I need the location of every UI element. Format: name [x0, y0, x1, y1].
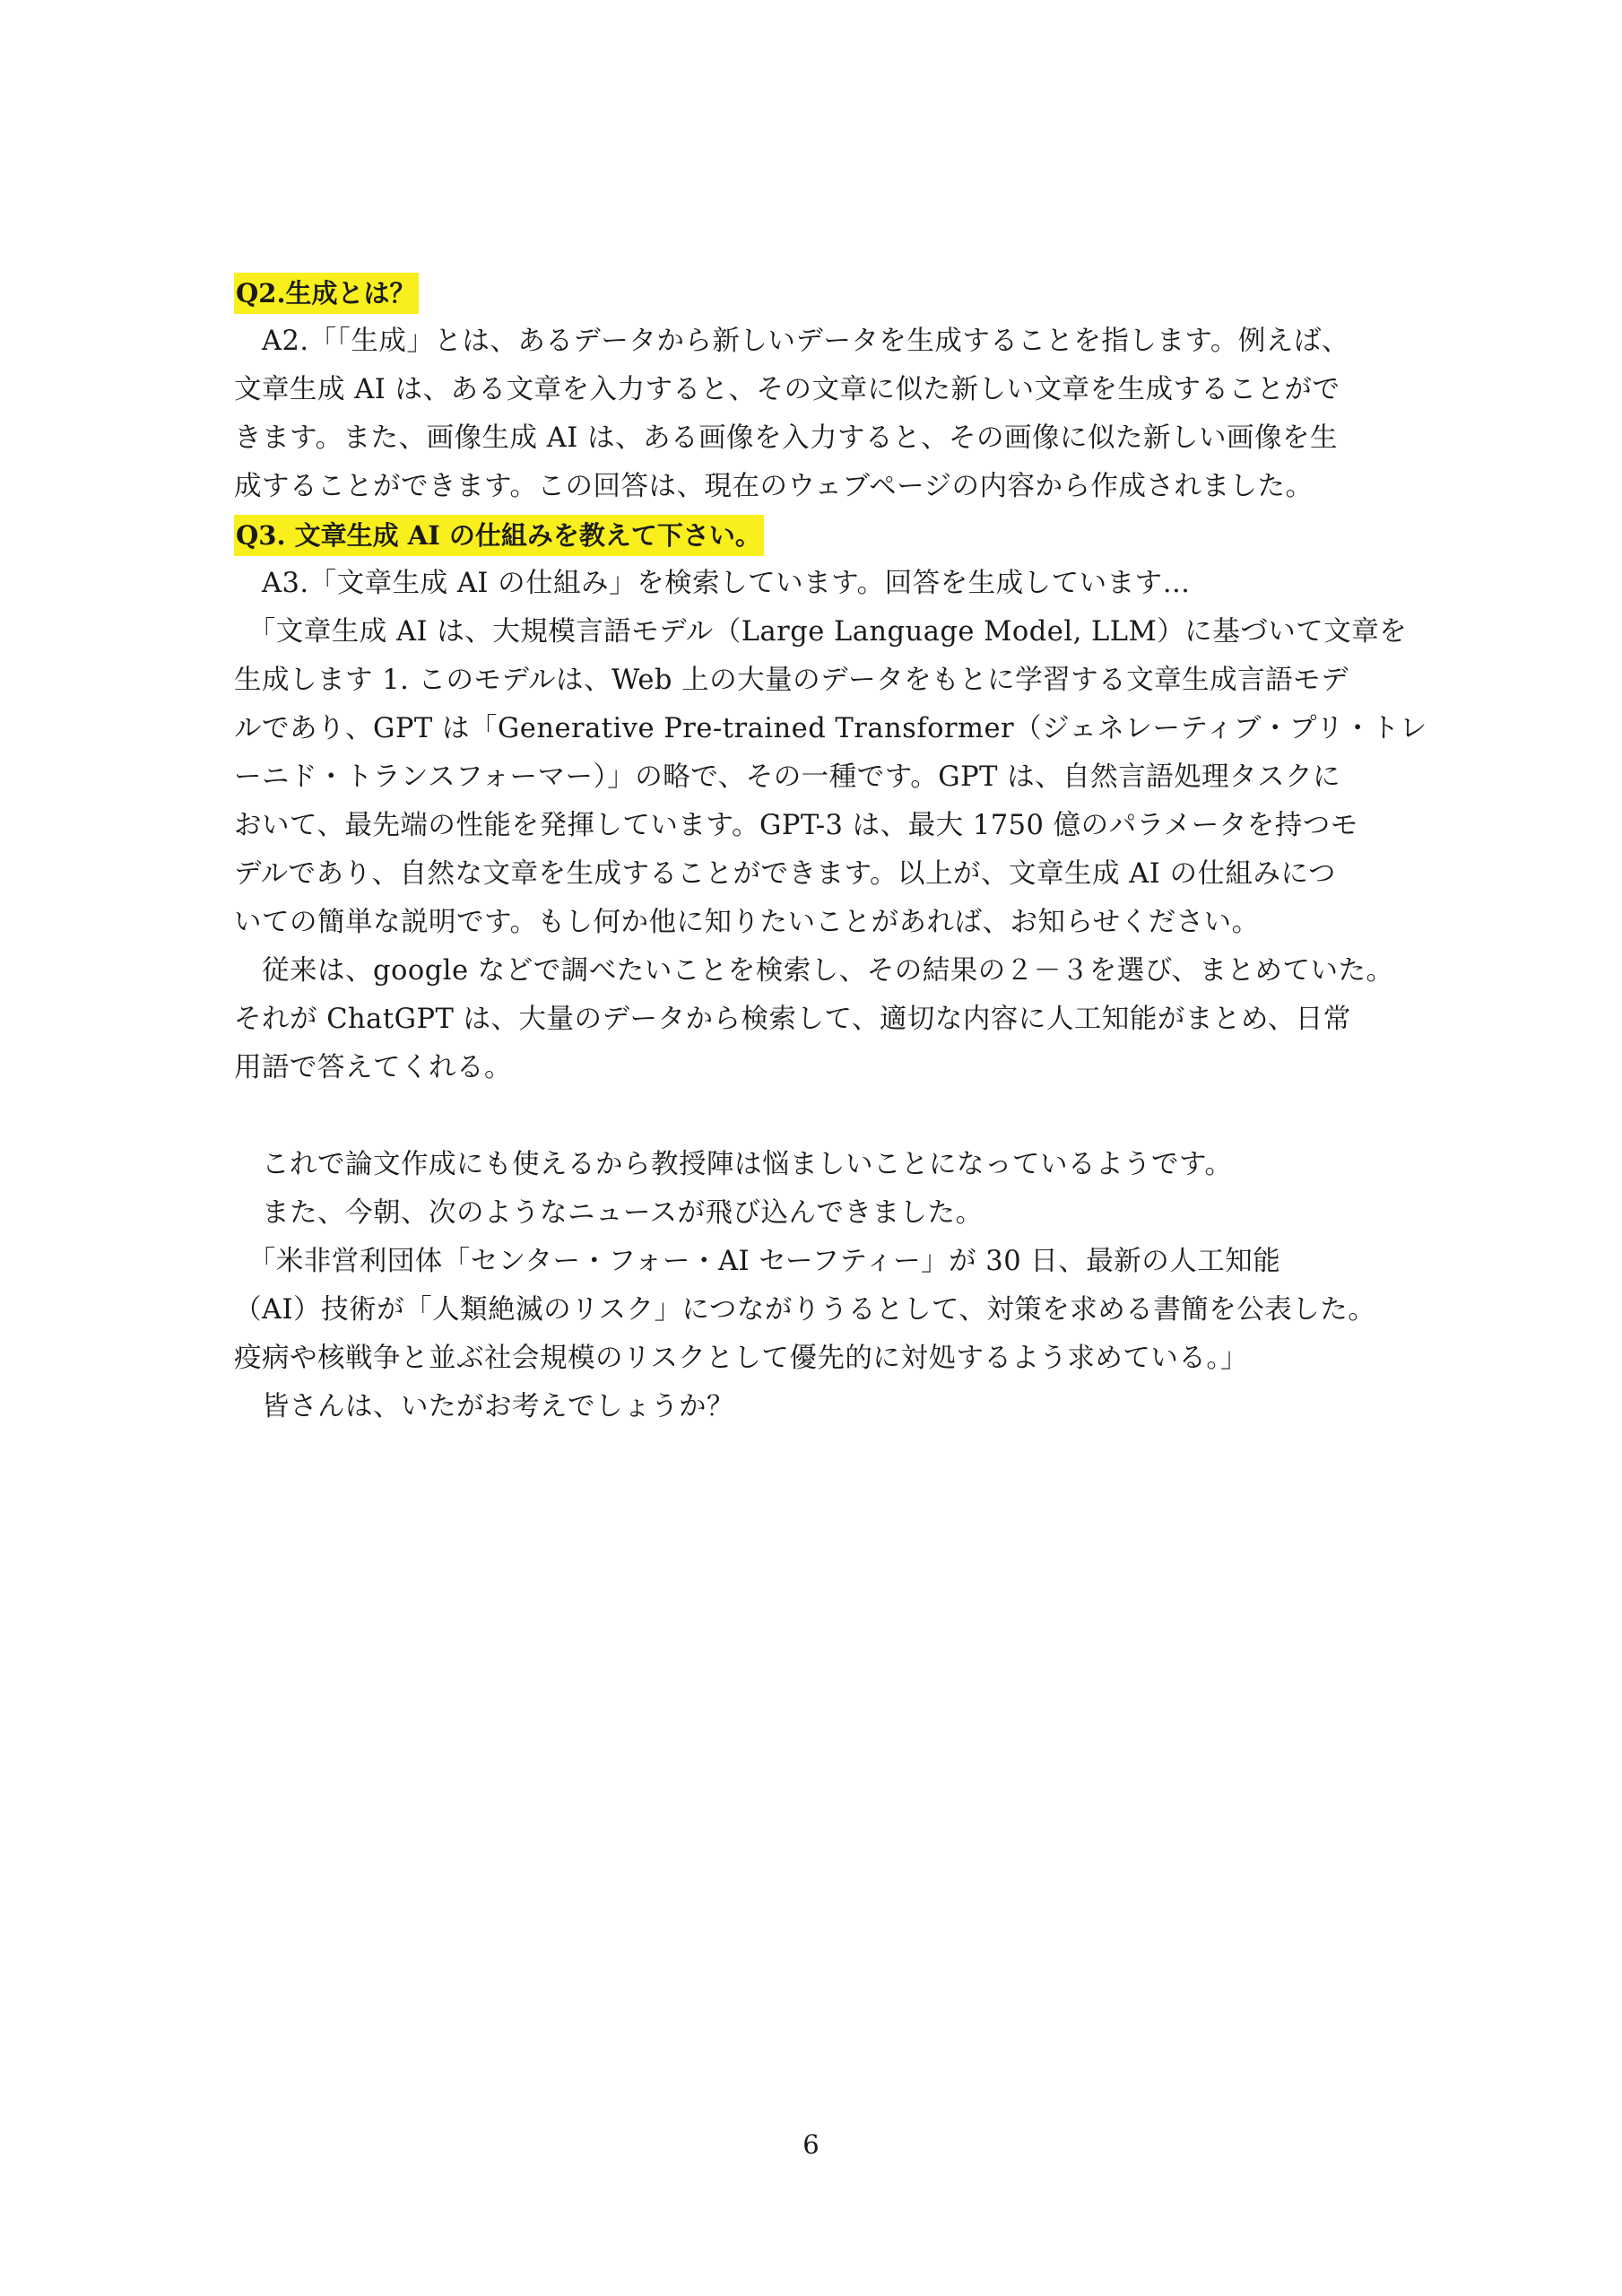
news-quote-line: （AI）技術が「人類絶滅のリスク」につながりうるとして、対策を求める書簡を公表した。: [234, 1294, 1376, 1326]
page-number: 6: [802, 2129, 820, 2160]
q3-answer-line: ーニド・トランスフォーマー）」の略で、その一種です。GPT は、自然言語処理タスクに: [234, 761, 1341, 793]
news-quote-line: 「米非営利団体「センター・フォー・AI セーフティー」が 30 日、最新の人工知能: [234, 1246, 1281, 1277]
news-quote-line: 疫病や核戦争と並ぶ社会規模のリスクとして優先的に対処するよう求めている。」: [234, 1343, 1249, 1374]
q2-answer-line: 文章生成 AI は、ある文章を入力すると、その文章に似た新しい文章を生成することがで: [234, 374, 1340, 405]
q3-answer-line: 「文章生成 AI は、大規模言語モデル（Large Language Model, LLM）に基づいて文章を: [234, 616, 1408, 648]
q3-answer-line: ルであり、GPT は「Generative Pre-trained Transformer（ジェネレーティブ・プリ・トレ: [234, 713, 1427, 744]
q2-answer-line: きます。また、画像生成 AI は、ある画像を入力すると、その画像に似た新しい画像を生: [234, 422, 1339, 454]
commentary-line: 用語で答えてくれる。: [234, 1052, 512, 1083]
q2-answer-line: A2.「「生成」とは、あるデータから新しいデータを生成することを指します。例えば、: [234, 326, 1349, 357]
paragraph-spacer: [234, 1092, 1400, 1141]
q3-answer-line: デルであり、自然な文章を生成することができます。以上が、文章生成 AI の仕組みにつ: [234, 858, 1336, 890]
q2-heading-line: [234, 269, 1400, 317]
closing-question-line: 皆さんは、いたがお考えでしょうか？: [234, 1391, 734, 1422]
q3-answer-line: A3.「文章生成 AI の仕組み」を検索しています。回答を生成しています…: [234, 568, 1191, 599]
closing-line: これで論文作成にも使えるから教授陣は悩ましいことになっているようです。: [234, 1149, 1233, 1180]
q3-heading: Q3. 文章生成 AI の仕組みを教えて下さい。: [234, 515, 764, 556]
q3-answer-line: おいて、最先端の性能を発揮しています。GPT-3 は、最大 1750 億のパラメータを持つモ: [234, 810, 1358, 841]
closing-line: また、今朝、次のようなニュースが飛び込んできました。: [234, 1197, 984, 1229]
page-content: [234, 269, 1427, 1431]
commentary-line: それが ChatGPT は、大量のデータから検索して、適切な内容に人工知能がまとめ、日常: [234, 1004, 1351, 1035]
q2-answer-line: 成することができます。この回答は、現在のウェブページの内容から作成されました。: [234, 471, 1314, 502]
q3-answer-line: いての簡単な説明です。もし何か他に知りたいことがあれば、お知らせください。: [234, 907, 1260, 938]
commentary-line: 従来は、google などで調べたいことを検索し、その結果の２－３を選び、まとめていた。: [234, 955, 1394, 987]
q3-answer-line: 生成します 1. このモデルは、Web 上の大量のデータをもとに学習する文章生成言語モデ: [234, 665, 1349, 696]
q2-heading: Q2.生成とは？: [234, 273, 419, 314]
q3-heading-line: [234, 511, 1400, 560]
